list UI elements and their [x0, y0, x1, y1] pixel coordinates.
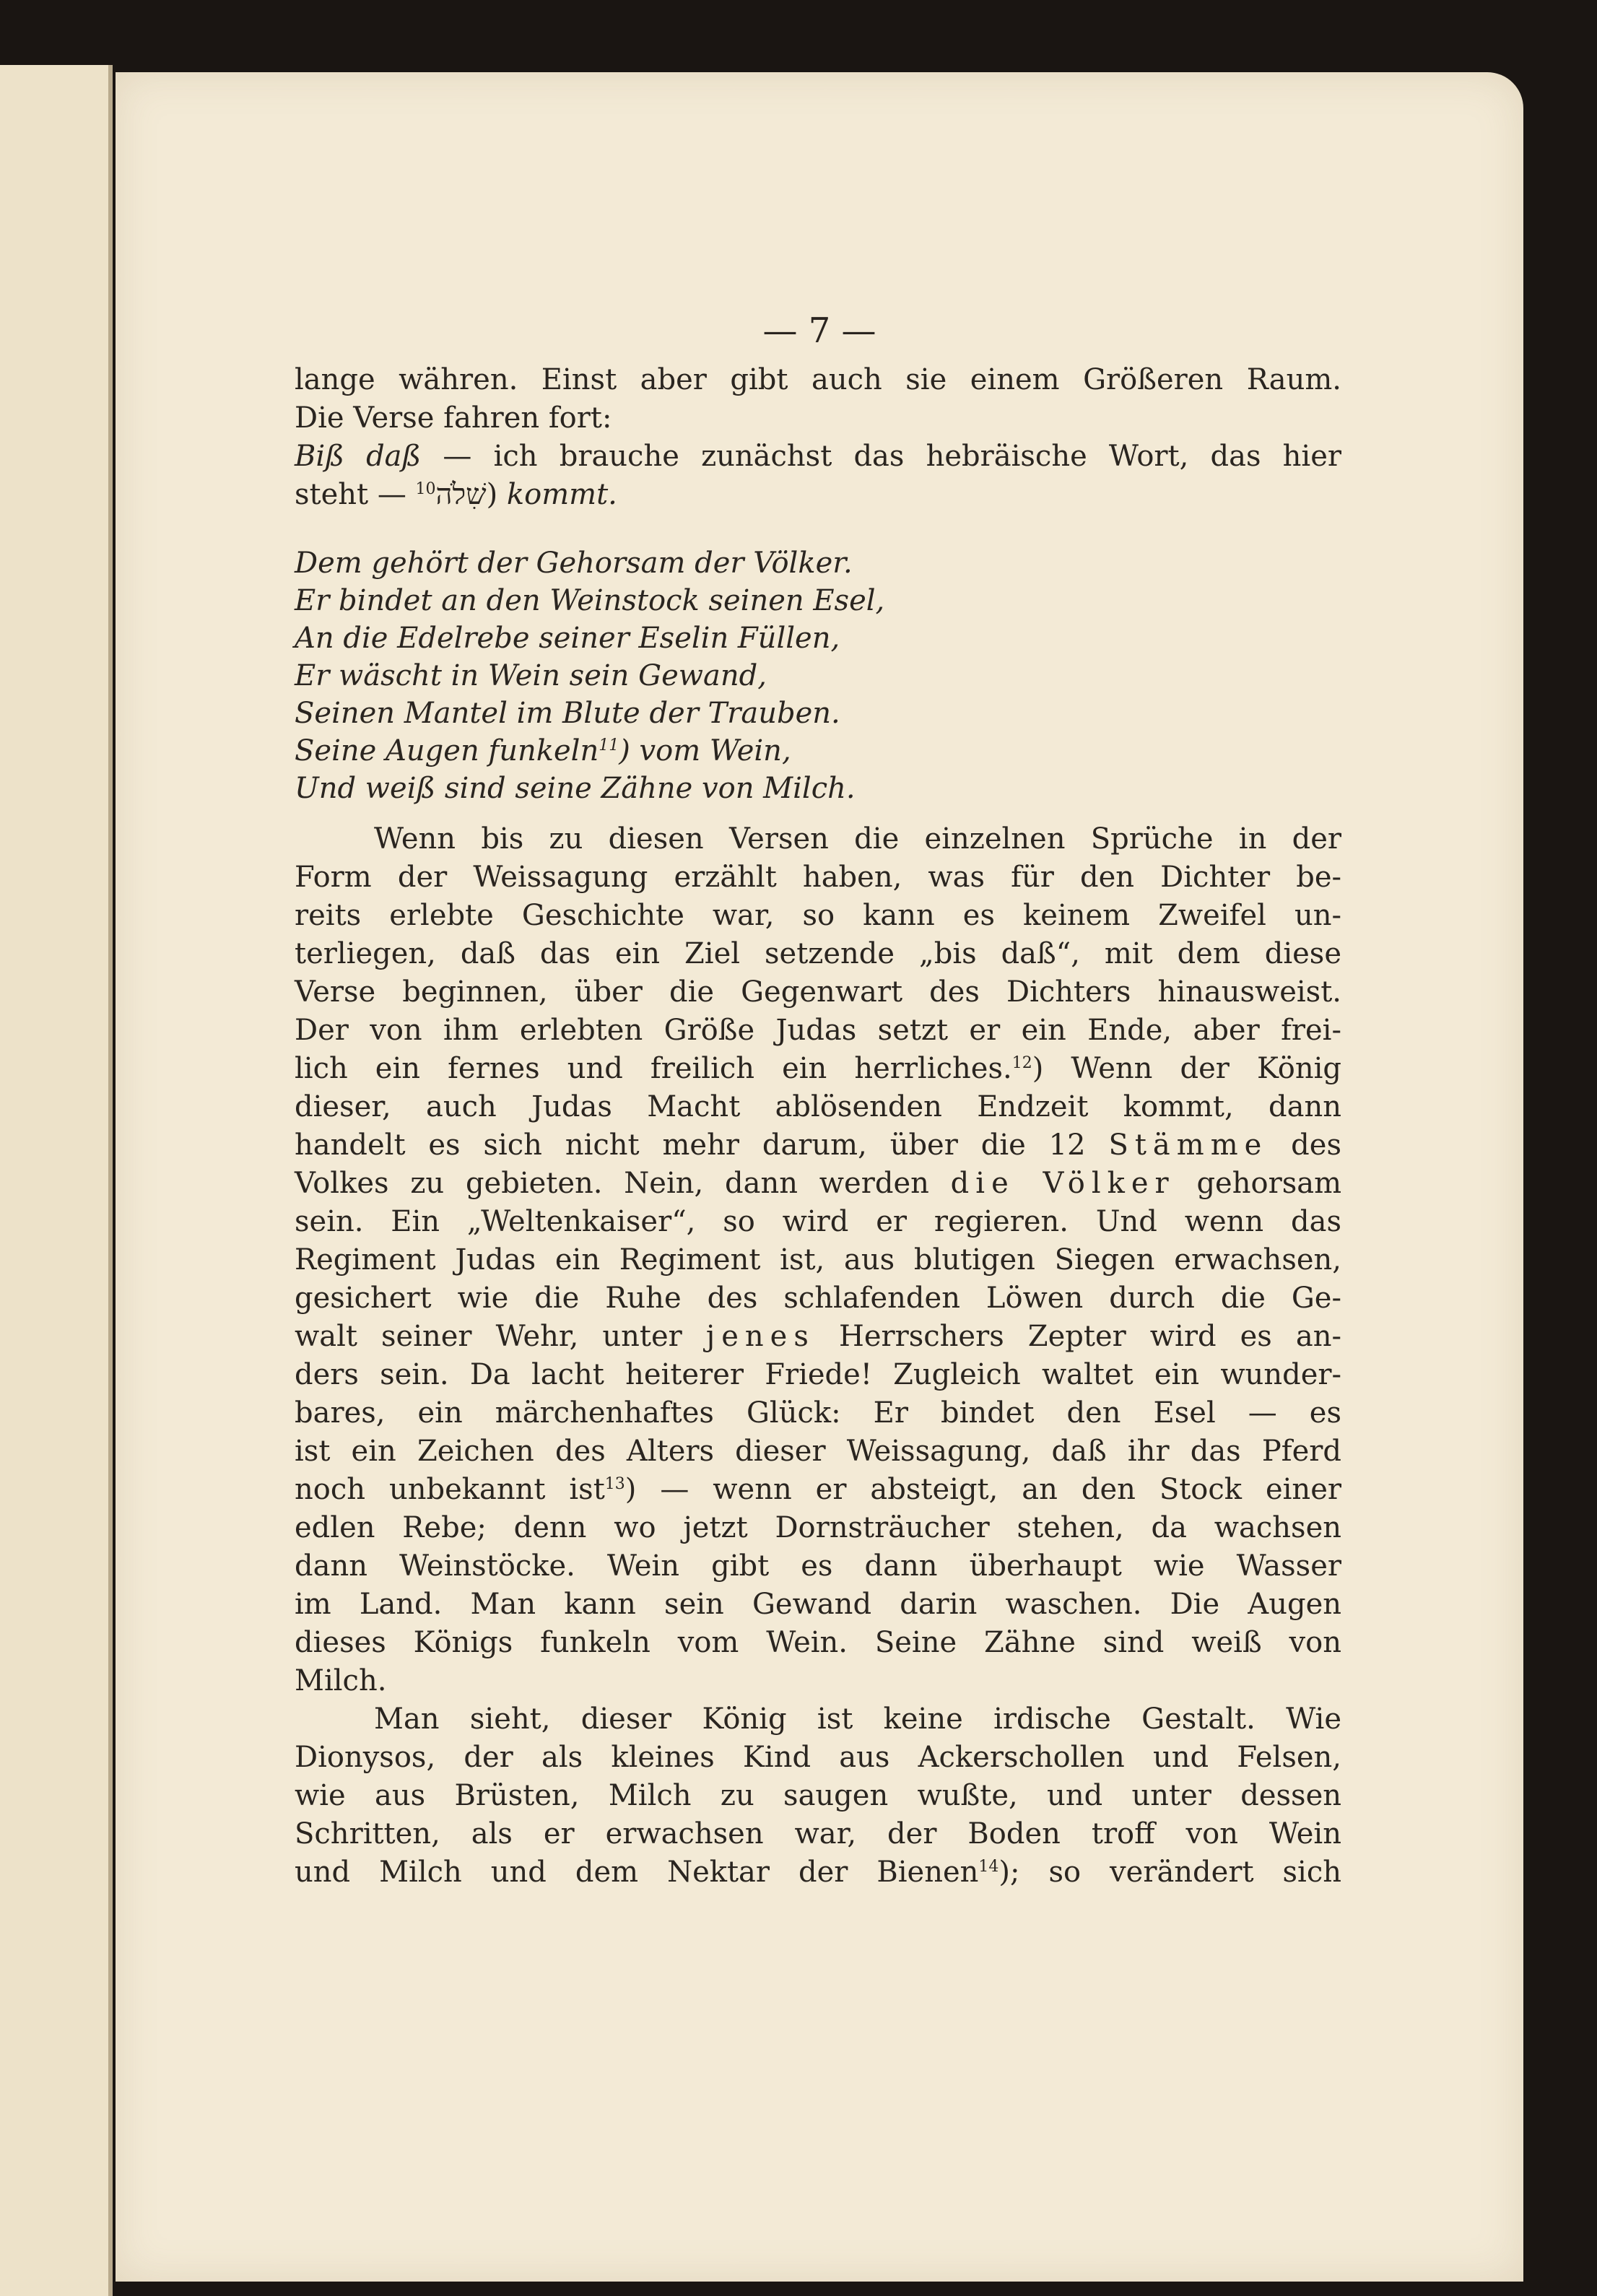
text-line: Verse beginnen, über die Gegenwart des Dichters hinausweist.: [295, 975, 1341, 1009]
text-line: Der von ihm erlebten Größe Judas setzt er ein Ende, aber frei-: [295, 1014, 1341, 1047]
text-line: ist ein Zeichen des Alters dieser Weissagung, daß ihr das Pferd: [295, 1435, 1341, 1468]
poem-line: Seinen Mantel im Blute der Trauben.: [295, 697, 840, 730]
poem-line: An die Edelrebe seiner Eselin Füllen,: [295, 622, 840, 655]
text-line: Wenn bis zu diesen Versen die einzelnen Sprüche in der: [374, 822, 1341, 856]
text-line: sein. Ein „Weltenkaiser“, so wird er regieren. Und wenn das: [295, 1205, 1341, 1238]
text-line: [295, 1126, 1341, 1165]
text-line: ders sein. Da lacht heiterer Friede! Zugleich waltet ein wunder-: [295, 1358, 1341, 1391]
text-line: Dionysos, der als kleines Kind aus Ackerschollen und Felsen,: [295, 1741, 1341, 1774]
text-line: [295, 1318, 1341, 1356]
text-span: Volkes zu gebieten. Nein, dann werden: [295, 1167, 951, 1200]
poem-block: [295, 544, 1341, 807]
spaced-emphasis: jenes: [705, 1320, 815, 1353]
text-line: [295, 1165, 1341, 1203]
text-line: terliegen, daß das ein Ziel setzende „bis daß“, mit dem diese: [295, 937, 1341, 970]
text-line: Milch.: [295, 1664, 387, 1697]
text-span: lich ein fernes und freilich ein herrliches.: [295, 1052, 1012, 1085]
text-line: dieser, auch Judas Macht ablösenden Endzeit kommt, dann: [295, 1090, 1341, 1123]
text-line: wie aus Brüsten, Milch zu saugen wußte, und unter dessen: [295, 1779, 1341, 1812]
spacer: [295, 807, 1341, 820]
page-number: — 7 —: [762, 310, 876, 351]
text-span: Seine Augen funkeln: [295, 734, 599, 767]
text-span: des: [1268, 1129, 1341, 1162]
poem-line: Er wäscht in Wein sein Gewand,: [295, 659, 767, 692]
text-line: [295, 1853, 1341, 1892]
poem-line: Und weiß sind seine Zähne von Milch.: [295, 772, 856, 805]
text-span: gehorsam: [1175, 1167, 1341, 1200]
footnote-ref: 13: [604, 1475, 625, 1493]
text-span: ) Wenn der König: [1032, 1052, 1341, 1085]
text-line: [295, 476, 1341, 514]
poem-line: [295, 732, 1341, 770]
text-line: Form der Weissagung erzählt haben, was für den Dichter be-: [295, 861, 1341, 894]
text-line: bares, ein märchenhaftes Glück: Er bindet den Esel — es: [295, 1396, 1341, 1430]
previous-page-edge: [0, 65, 113, 2296]
footnote-ref: 11: [599, 736, 619, 755]
book-page: [116, 72, 1523, 2282]
poem-line: Dem gehört der Gehorsam der Völker.: [295, 547, 853, 580]
text-line: gesichert wie die Ruhe des schlafenden Löwen durch die Ge-: [295, 1282, 1341, 1315]
spacer: [295, 514, 1341, 544]
text-line: Regiment Judas ein Regiment ist, aus blutigen Siegen erwachsen,: [295, 1243, 1341, 1277]
text-line: im Land. Man kann sein Gewand darin waschen. Die Augen: [295, 1588, 1341, 1621]
text-line: [295, 1471, 1341, 1509]
text-span: walt seiner Wehr, unter: [295, 1320, 706, 1353]
poem-line: Er bindet an den Weinstock seinen Esel,: [295, 584, 885, 617]
text-span: ); so verändert sich: [998, 1856, 1341, 1889]
page-text: [295, 361, 1341, 1892]
text-line: [295, 438, 1341, 476]
footnote-ref: 14: [978, 1858, 999, 1876]
text-line: Schritten, als er erwachsen war, der Boden troff von Wein: [295, 1817, 1341, 1851]
hebrew-word: שִׁלֹה: [435, 478, 487, 511]
text-span: handelt es sich nicht mehr darum, über die 12: [295, 1129, 1109, 1162]
text-line: edlen Rebe; denn wo jetzt Dornsträucher stehen, da wachsen: [295, 1511, 1341, 1544]
text-span: ) — wenn er absteigt, an den Stock einer: [625, 1473, 1341, 1506]
text-line: Man sieht, dieser König ist keine irdische Gestalt. Wie: [374, 1703, 1341, 1736]
emphasis: kommt.: [506, 478, 617, 511]
spaced-emphasis: Stämme: [1108, 1129, 1269, 1162]
text-span: — ich brauche zunächst das hebräische Wort, das hier: [421, 440, 1341, 473]
text-line: lange währen. Einst aber gibt auch sie einem Größeren Raum.: [295, 363, 1341, 396]
text-line: dann Weinstöcke. Wein gibt es dann überhaupt wie Wasser: [295, 1549, 1341, 1583]
text-line: [295, 1050, 1341, 1088]
text-span: Herrschers Zepter wird es an-: [814, 1320, 1341, 1353]
spaced-emphasis: die Völker: [950, 1167, 1175, 1200]
text-span: ) vom Wein,: [619, 734, 791, 767]
footnote-ref: 10: [415, 480, 436, 498]
footnote-ref: 12: [1011, 1054, 1032, 1072]
text-line: dieses Königs funkeln vom Wein. Seine Zähne sind weiß von: [295, 1626, 1341, 1659]
text-span: noch unbekannt ist: [295, 1473, 605, 1506]
text-line: reits erlebte Geschichte war, so kann es keinem Zweifel un-: [295, 899, 1341, 932]
text-line: Die Verse fahren fort:: [295, 401, 612, 435]
text-span: steht —: [295, 478, 416, 511]
text-span: und Milch und dem Nektar der Bienen: [295, 1856, 979, 1889]
emphasis: Biß daß: [295, 440, 422, 473]
text-span: ): [486, 478, 507, 511]
